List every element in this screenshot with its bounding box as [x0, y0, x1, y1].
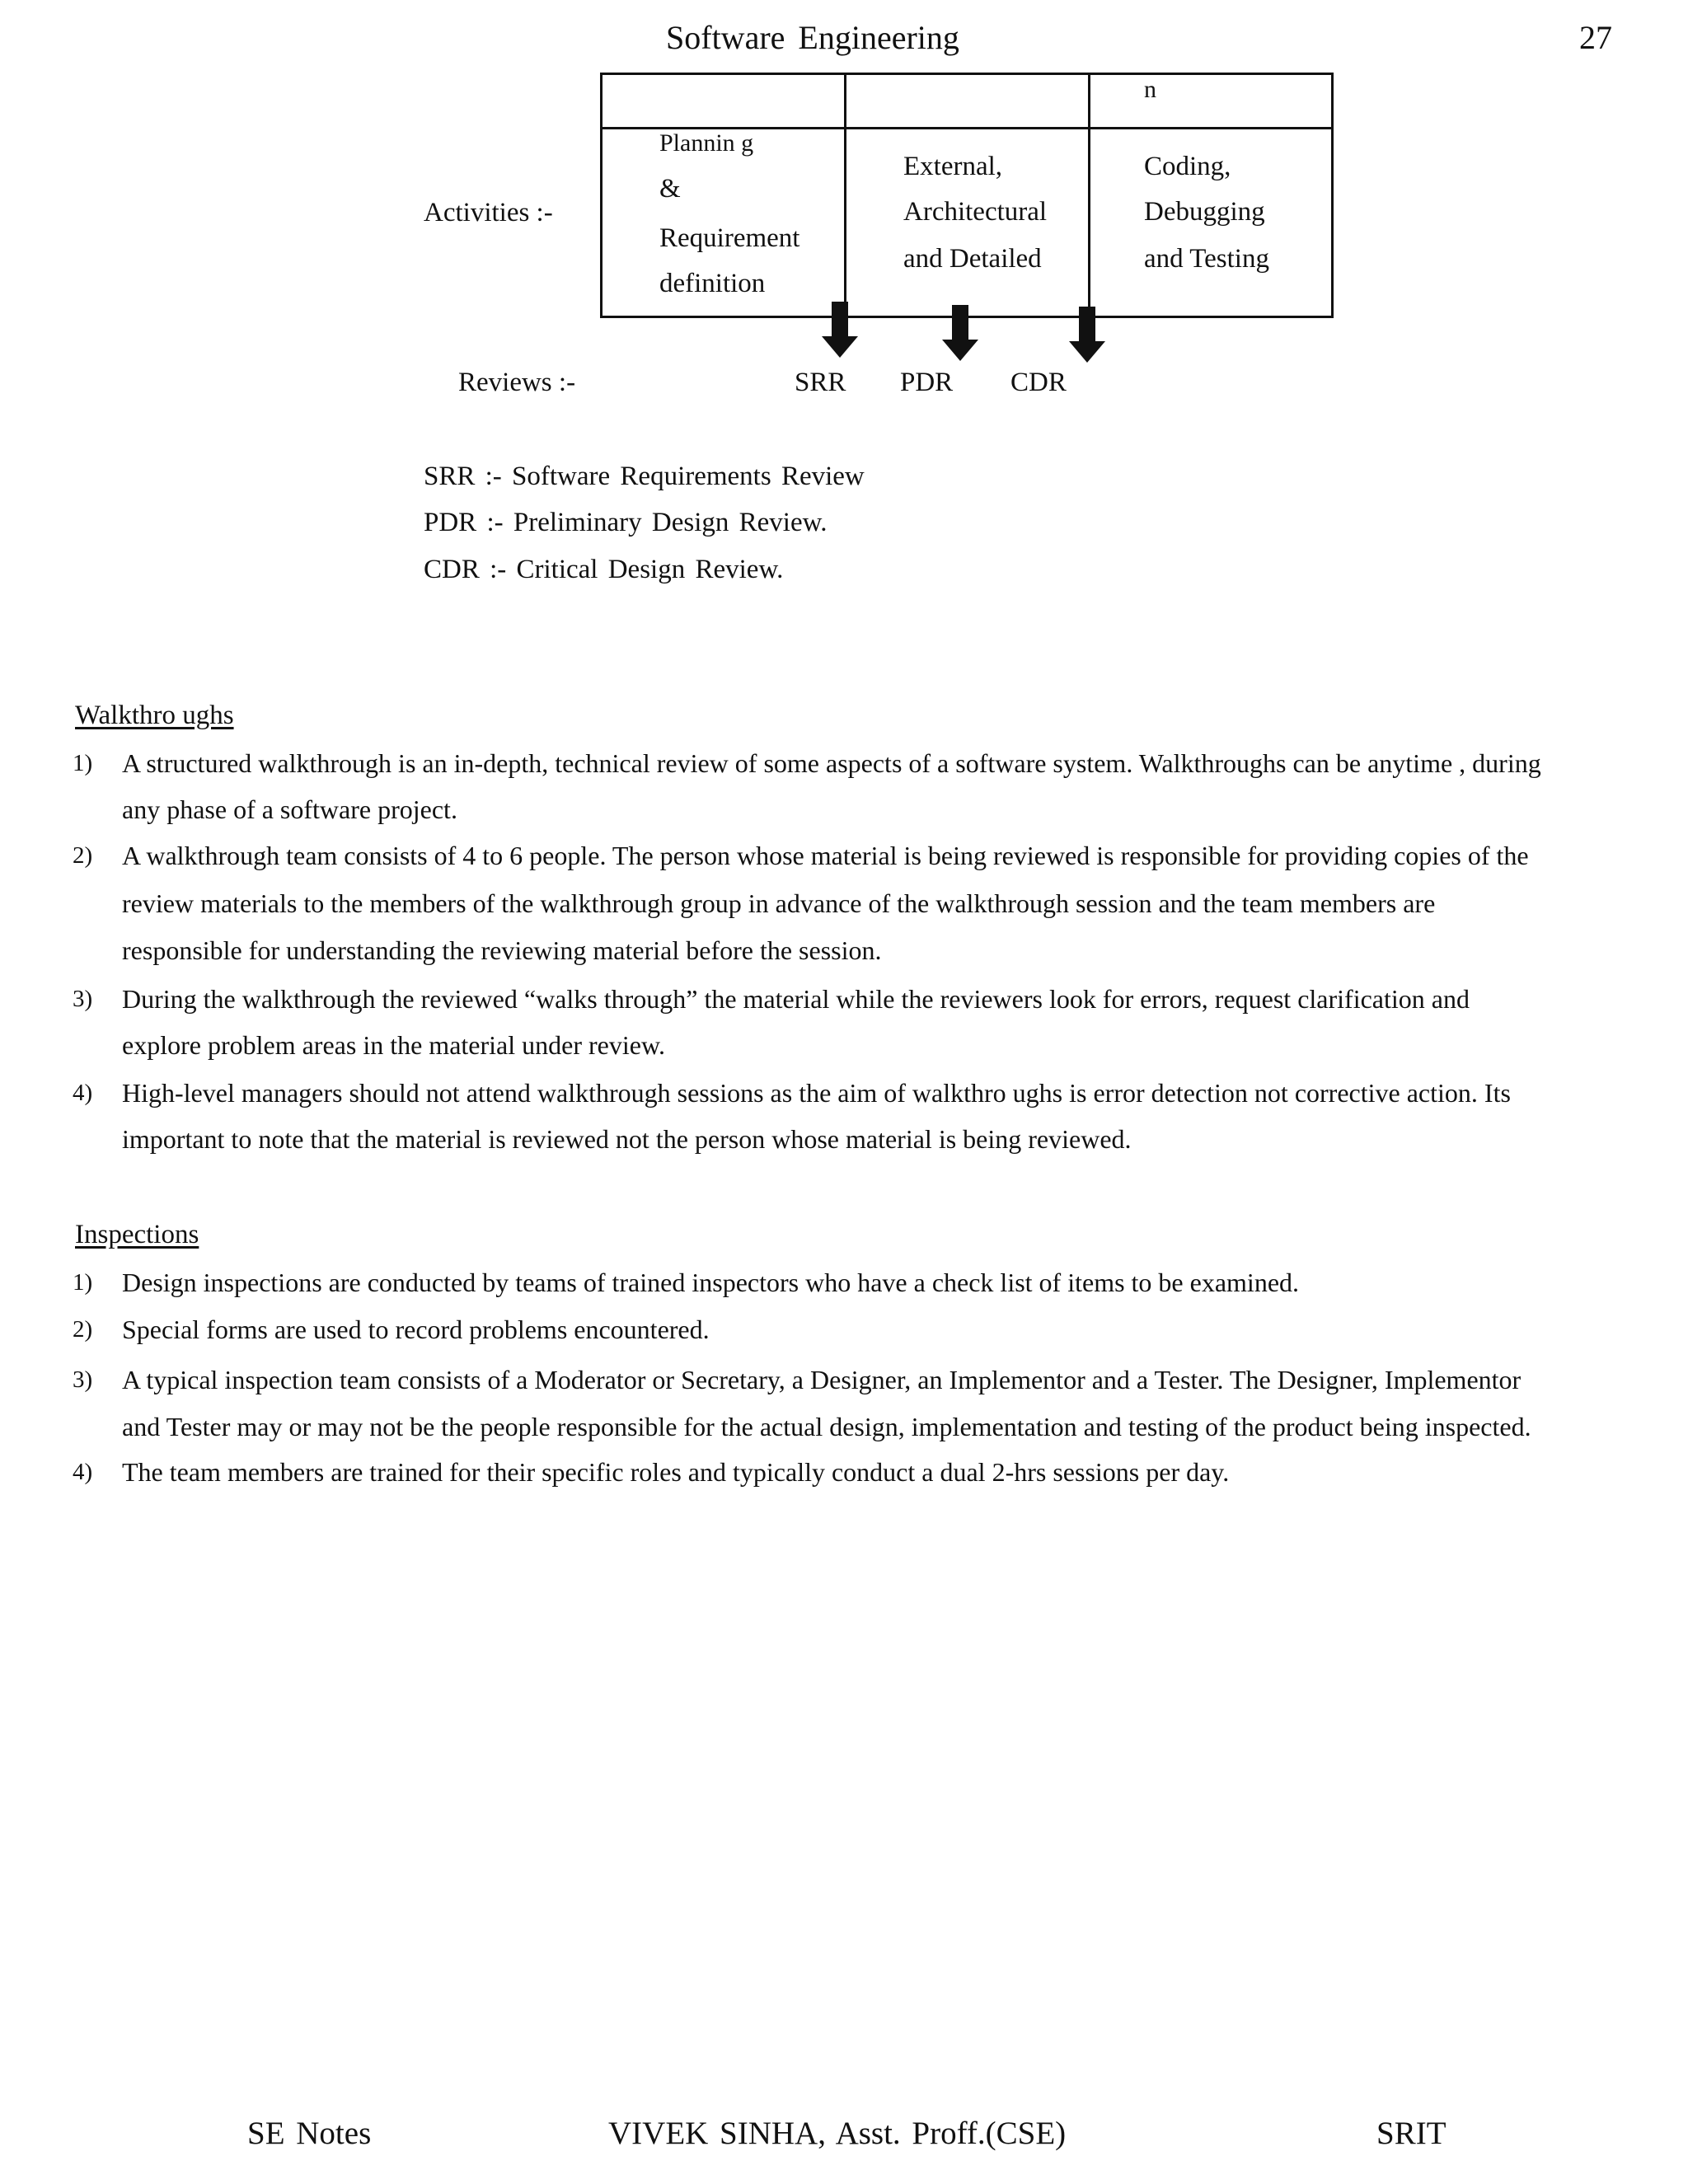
list-item-number: 3): [73, 1366, 93, 1393]
review-pdr: PDR: [900, 368, 954, 397]
list-item-line: A typical inspection team consists of a Moderator or Secretary, a Designer, an Implementor and a Tester. The Designer, Implementor: [122, 1365, 1522, 1394]
review-srr: SRR: [795, 368, 846, 397]
list-item-number: 3): [73, 986, 93, 1012]
review-cdr: CDR: [1010, 368, 1067, 397]
list-item-line: and Tester may or may not be the people responsible for the actual design, implementation and testing of the product being inspected.: [122, 1412, 1531, 1441]
walkthroughs-heading: Walkthro ughs: [75, 701, 234, 730]
list-item-line: important to note that the material is reviewed not the person whose material is being reviewed.: [122, 1124, 1132, 1154]
activity-col1-line: &: [659, 174, 681, 204]
list-item-line: review materials to the members of the walkthrough group in advance of the walkthrough session and the team members are: [122, 888, 1436, 918]
list-item-line: Special forms are used to record problems encountered.: [122, 1315, 710, 1344]
activity-col2-line: External,: [903, 152, 1003, 181]
page-number: 27: [1579, 19, 1612, 56]
activity-col3-line: Debugging: [1144, 197, 1265, 227]
list-item-line: Design inspections are conducted by teams of trained inspectors who have a check list of items to be examined.: [122, 1268, 1300, 1297]
inspections-heading: Inspections: [75, 1220, 199, 1249]
down-arrow-icon: [1069, 307, 1105, 363]
activity-col3-line: and Testing: [1144, 244, 1269, 274]
down-arrow-icon: [942, 305, 978, 361]
legend-cdr: CDR :- Critical Design Review.: [424, 555, 784, 584]
list-item-number: 1): [73, 750, 93, 776]
list-item-line: During the walkthrough the reviewed “walks through” the material while the reviewers look for errors, request clarification and: [122, 984, 1470, 1014]
activity-col1-line: Plannin g: [659, 129, 754, 157]
list-item-line: responsible for understanding the reviewing material before the session.: [122, 935, 882, 965]
list-item-number: 4): [73, 1459, 93, 1485]
legend-srr: SRR :- Software Requirements Review: [424, 462, 865, 491]
list-item-line: any phase of a software project.: [122, 794, 457, 824]
list-item-number: 1): [73, 1269, 93, 1296]
footer-left: SE Notes: [247, 2116, 372, 2151]
footer-author: VIVEK SINHA, Asst. Proff.(CSE): [608, 2116, 1067, 2151]
activity-col3-line: Coding,: [1144, 152, 1231, 181]
table-top-fragment: n: [1144, 76, 1156, 103]
activities-label: Activities :-: [424, 198, 553, 227]
activity-col1-line: Requirement: [659, 223, 800, 253]
reviews-label: Reviews :-: [458, 368, 576, 397]
list-item-line: The team members are trained for their specific roles and typically conduct a dual 2-hrs sessions per day.: [122, 1457, 1230, 1487]
table-column-divider: [844, 75, 846, 316]
list-item-line: A structured walkthrough is an in-depth, technical review of some aspects of a software system. Walkthroughs can be anytime , during: [122, 748, 1541, 778]
activity-col1-line: definition: [659, 269, 766, 298]
list-item-line: explore problem areas in the material under review.: [122, 1030, 665, 1060]
list-item-line: High-level managers should not attend walkthrough sessions as the aim of walkthro ughs is error detection not corrective action. Its: [122, 1078, 1511, 1108]
footer-right: SRIT: [1376, 2116, 1447, 2151]
list-item-number: 2): [73, 1316, 93, 1343]
legend-pdr: PDR :- Preliminary Design Review.: [424, 508, 828, 537]
list-item-number: 2): [73, 842, 93, 869]
activity-col2-line: Architectural: [903, 197, 1048, 227]
list-item-number: 4): [73, 1080, 93, 1106]
down-arrow-icon: [822, 302, 858, 358]
page-title: Software Engineering: [666, 19, 959, 56]
table-column-divider: [1088, 75, 1090, 316]
activity-col2-line: and Detailed: [903, 244, 1042, 274]
list-item-line: A walkthrough team consists of 4 to 6 people. The person whose material is being reviewed is responsible for providing copies of the: [122, 841, 1529, 870]
